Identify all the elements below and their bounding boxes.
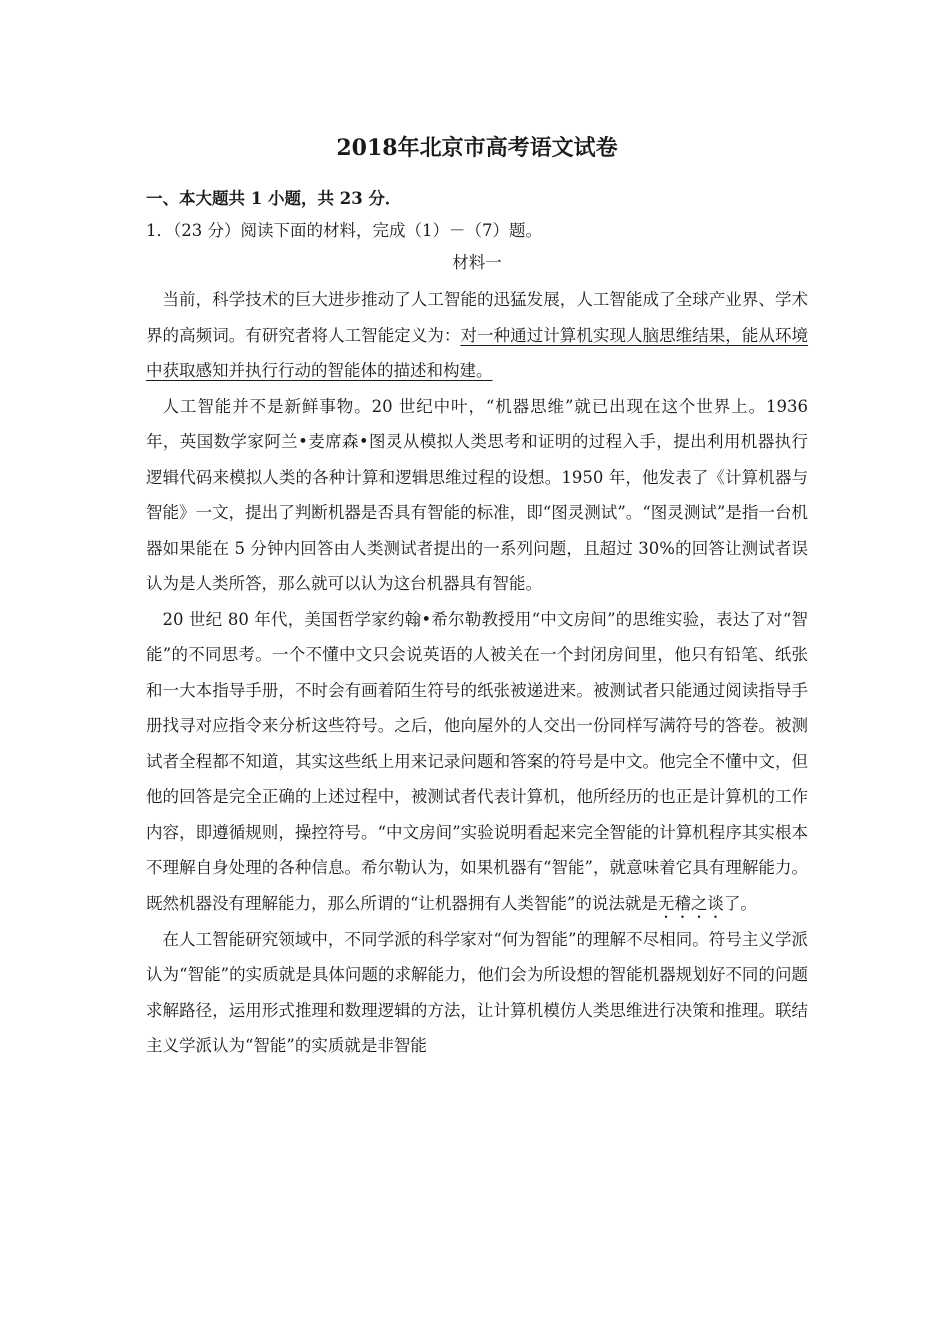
paragraph-4: 在人工智能研究领域中，不同学派的科学家对“何为智能”的理解不尽相同。符号主义学派认为“智能”的实质就是具体问题的求解能力，他们会为所设想的智能机器规划好不同的问题求解路径，运用形式推理和数理逻辑的方法，让计算机模仿人类思维进行决策和推理。联结主义学派认为“智能”的实质就是非智能	[146, 929, 808, 1055]
paragraph-3-text: 20 世纪 80 年代，美国哲学家约翰•希尔勒教授用“中文房间”的思维实验，表达了对“智能”的不同思考。一个不懂中文只会说英语的人被关在一个封闭房间里，他只有铅笔、纸张和一大本指导手册，不时会有画着陌生符号的纸张被递进来。被测试者只能通过阅读指导手册找寻对应指令来分析这些符号。之后，他向屋外的人交出一份同样写满符号的答卷。被测试者全程都不知道，其实这些纸上用来记录问题和答案的符号是中文。他完全不懂中文，但他的回答是完全正确的上述过程中，被测试者代表计算机，他所经历的也正是计算机的工作内容，即遵循规则，操控符号。“中文房间”实验说明看起来完全智能的计算机程序其实根本不理解自身处理的各种信息。希尔勒认为，如果机器有“智能”，就意味着它具有理解能力。既然机器没有理解能力，那么所谓的“让机器拥有人类智能”的说法就是	[146, 609, 808, 913]
paragraph-1	[146, 282, 808, 389]
exam-page	[146, 132, 808, 1064]
section-heading: 一、本大题共 1 小题，共 23 分．	[146, 189, 402, 208]
emphasized-phrase: 无稽之谈	[657, 893, 724, 913]
paragraph-2: 人工智能并不是新鲜事物。20 世纪中叶，“机器思维”就已出现在这个世界上。1936 年，英国数学家阿兰•麦席森•图灵从模拟人类思考和证明的过程入手，提出利用机器执行逻辑代码来模拟人类的各种计算和逻辑思维过程的设想。1950 年，他发表了《计算机器与智能》一文，提出了判断机器是否具有智能的标准，即“图灵测试”。“图灵测试”是指一台机器如果能在 5 分钟内回答由人类测试者提出的一系列问题，且超过 30%的回答让测试者误认为是人类所答，那么就可以认为这台机器具有智能。	[146, 396, 808, 593]
question-intro: 1．（23 分）阅读下面的材料，完成（1）－（7）题。	[146, 221, 542, 240]
definition-underlined: 对一种通过计算机实现人脑思维结果，能从环境中获取感知并执行行动的智能体的描述和构建。	[146, 325, 809, 380]
material-title: 材料一	[452, 253, 502, 272]
paragraph-1-text: 当前，科学技术的巨大进步推动了人工智能的迅猛发展，人工智能成了全球产业界、学术界的高频词。有研究者将人工智能定义为：	[146, 290, 808, 345]
paragraph-3-end: 了。	[723, 893, 757, 913]
paragraph-3	[146, 602, 808, 922]
exam-title: 2018年北京市高考语文试卷	[336, 135, 618, 161]
